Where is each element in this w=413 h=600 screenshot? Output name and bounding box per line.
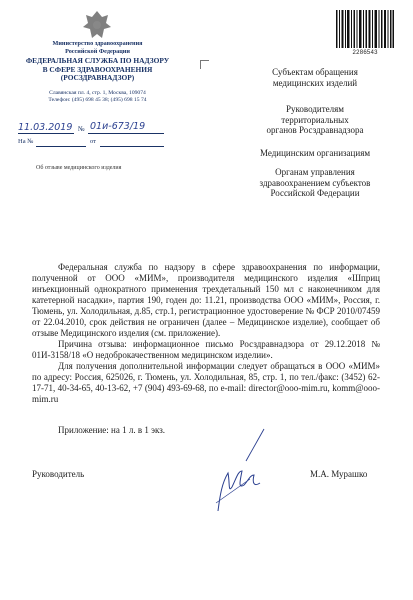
reg-number-label: №	[78, 125, 85, 133]
agency-name: ФЕДЕРАЛЬНАЯ СЛУЖБА ПО НАДЗОРУ В СФЕРЕ ЗДРАВООХРАНЕНИЯ (РОСЗДРАВНАДЗОР)	[25, 56, 170, 83]
agency-address: Славянская пл. 4, стр. 1, Москва, 109074 Телефон: (495) 698 45 38; (495) 698 15 74	[48, 90, 147, 104]
body-paragraph-contact-info: Для получения дополнительной информации следует обращаться в ООО «МИМ» по адресу: Россия, 625026, г. Тюмень, ул. Холодильная, 85, стр. 1, по тел./факс: (3452) 62-17-71, 40-34-65, 40-13-62, +7 (904) 493-69-68, по e-mail: director@ooo-mim.ru, komm@ooo-mim.ru	[32, 361, 380, 404]
body-paragraph-recall-notice: Федеральная служба по надзору в сфере здравоохранения по информации, полученной от ООО «МИМ», производителя медицинского изделия «Шприц инъекционный однократного применения трехдетальный 150 мл с наконечником для катетерной насадки», партия 190, годен до: 11.21, производства ООО «МИМ», Россия, г. Тюмень, ул. Холодильная, д.85, стр.1, регистрационное удостоверение № ФСР 2010/07459 от 22.04.2010, срок действия не ограничен (далее – Медицинское изделие), сообщает об отзыве Медицинского изделия (см. приложение).	[32, 262, 380, 338]
barcode-icon	[336, 10, 394, 48]
letter-subject: Об отзыве медицинского изделия	[36, 165, 122, 171]
reg-number-underline	[88, 133, 164, 134]
letter-body	[32, 262, 380, 405]
coat-of-arms-icon	[80, 8, 114, 42]
registration-number: 01и-673/19	[90, 121, 146, 132]
addressee-territorial-bodies: Руководителям территориальных органов Росздравнадзора	[266, 104, 364, 135]
addressee-health-authorities: Органам управления здравоохранением субъектов Российской Федерации	[259, 167, 371, 198]
addressee-medical-device-subjects: Субъектам обращения медицинских изделий	[272, 67, 358, 88]
registration-date: 11.03.2019	[18, 122, 73, 133]
reg-date-underline	[18, 133, 74, 134]
addressee-medical-organizations: Медицинским организациям	[259, 148, 371, 158]
body-paragraph-recall-reason: Причина отзыва: информационное письмо Росздравнадзора от 29.12.2018 № 01И-3158/18 «О недоброкачественном медицинском изделии».	[32, 339, 380, 360]
attachment-note: Приложение: на 1 л. в 1 экз.	[58, 425, 166, 435]
reference-date-label: от	[90, 138, 97, 145]
reference-date-underline	[100, 146, 164, 147]
signatory-name: М.А. Мурашко	[310, 469, 368, 479]
reference-number-underline	[36, 146, 86, 147]
signatory-position: Руководитель	[32, 469, 85, 479]
barcode-number: 2286543	[352, 49, 378, 56]
handwritten-signature-icon	[188, 425, 288, 515]
reference-number-label: На №	[18, 138, 34, 145]
address-corner-mark	[200, 60, 209, 69]
ministry-name: Министерство здравоохранения Российской Федерации	[52, 40, 143, 55]
